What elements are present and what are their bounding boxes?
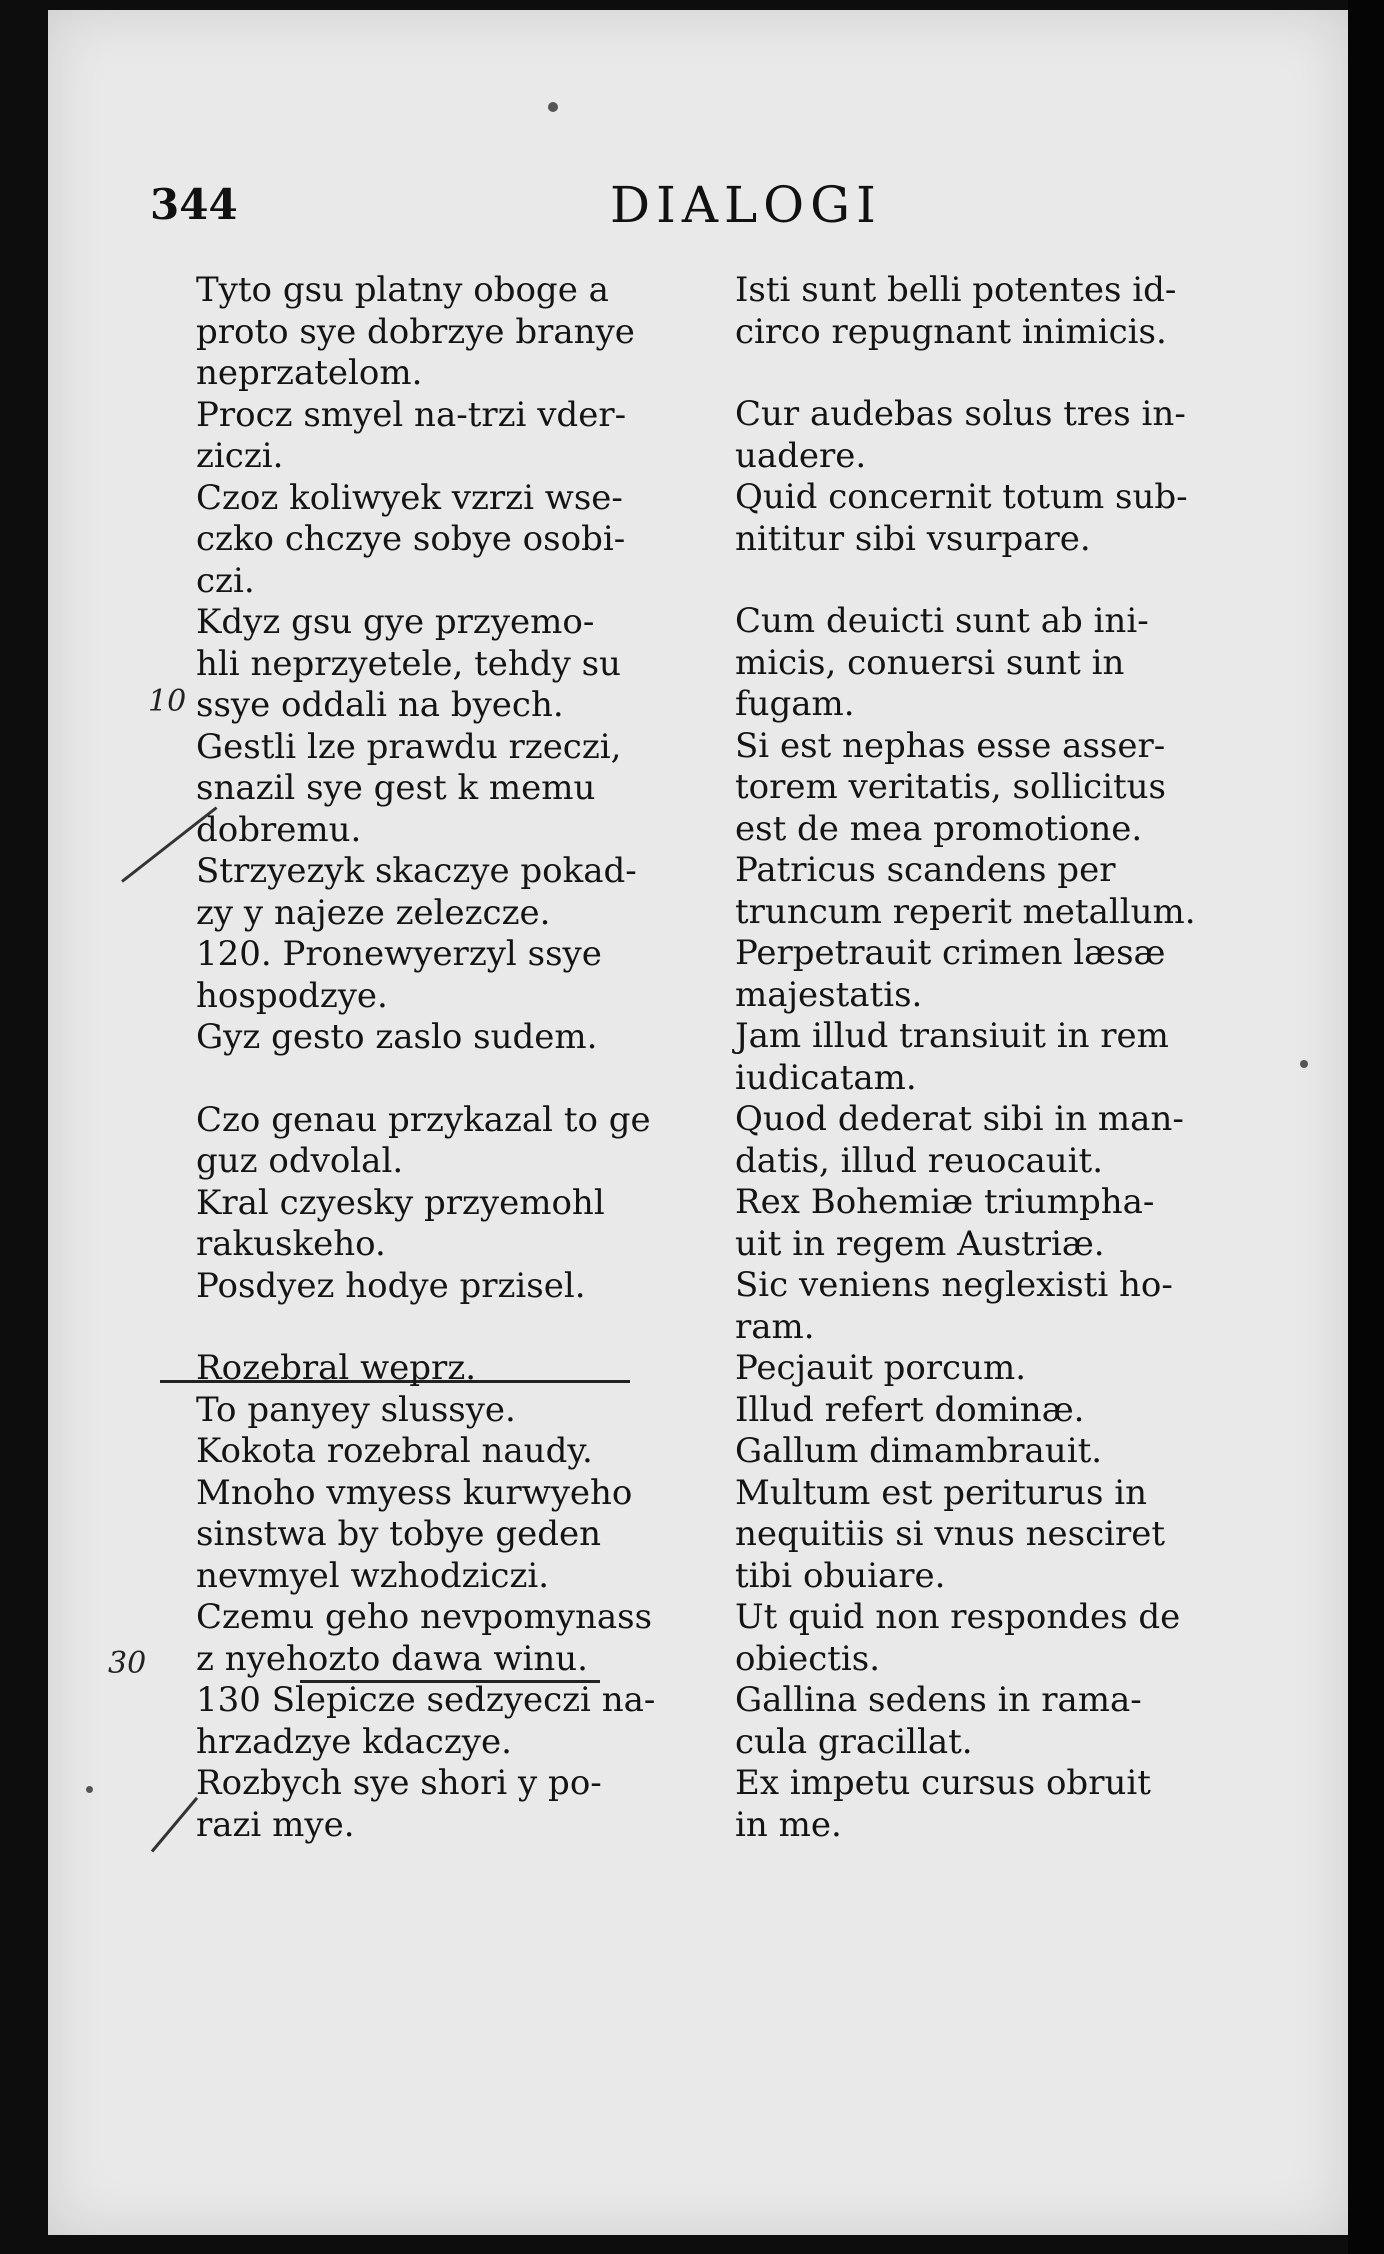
latin-entry: Quid concernit totum sub- nititur sibi vsurpare. xyxy=(735,477,1188,559)
page-header xyxy=(150,168,1250,248)
ink-speck xyxy=(548,102,558,112)
ink-speck xyxy=(1300,1060,1308,1068)
latin-entry: Gallina sedens in rama- cula gracillat. xyxy=(735,1680,1142,1762)
czech-spacer xyxy=(196,1307,706,1348)
czech-entry: To panyey slussye. xyxy=(196,1389,516,1430)
czech-entry: Kdyz gsu gye przyemo- hli neprzyetele, tehdy su ssye oddali na byech. xyxy=(196,602,621,725)
czech-column xyxy=(196,270,706,1846)
czech-entry: 120. Pronewyerzyl ssye hospodzye. xyxy=(196,934,602,1016)
latin-entry: Rex Bohemiæ triumpha- uit in regem Austriæ. xyxy=(735,1182,1155,1264)
margin-note-10: 10 xyxy=(148,684,187,719)
czech-entry: Rozbych sye shori y po- razi mye. xyxy=(196,1763,602,1845)
latin-entry: Ex impetu cursus obruit in me. xyxy=(735,1763,1151,1845)
latin-entry: Sic veniens neglexisti ho- ram. xyxy=(735,1265,1173,1347)
latin-entry: Cum deuicti sunt ab ini- micis, conuersi sunt in fugam. xyxy=(735,601,1149,724)
latin-entry: Ut quid non respondes de obiectis. xyxy=(735,1597,1181,1679)
margin-note-30: 30 xyxy=(108,1646,147,1681)
latin-spacer xyxy=(735,560,1255,601)
czech-entry: 130 Slepicze sedzyeczi na- hrzadzye kdaczye. xyxy=(196,1680,656,1762)
czech-entry: Mnoho vmyess kurwyeho sinstwa by tobye geden nevmyel wzhodziczi. xyxy=(196,1472,633,1596)
czech-entry: Procz smyel na-trzi vder- ziczi. xyxy=(196,394,627,476)
running-title: DIALOGI xyxy=(610,176,882,234)
czech-entry: Gyz gesto zaslo sudem. xyxy=(196,1017,598,1057)
czech-entry: Czoz koliwyek vzrzi wse- czko chczye sobye osobi- czi. xyxy=(196,477,626,601)
latin-entry: Perpetrauit crimen læsæ majestatis. xyxy=(735,933,1166,1015)
czech-entry: Kral czyesky przyemohl rakuskeho. xyxy=(196,1182,605,1264)
book-spine-edge xyxy=(1348,0,1384,2254)
latin-column xyxy=(735,270,1255,1846)
latin-entry: Multum est periturus in nequitiis si vnus nesciret tibi obuiare. xyxy=(735,1472,1166,1596)
latin-entry: Isti sunt belli potentes id- circo repugnant inimicis. xyxy=(735,270,1177,352)
latin-entry: Illud refert dominæ. xyxy=(735,1389,1085,1430)
latin-spacer xyxy=(735,353,1255,394)
latin-entry: Si est nephas esse asser- torem veritatis, sollicitus est de mea promotione. xyxy=(735,725,1167,849)
czech-entry: Strzyezyk skaczye pokad- zy y najeze zelezcze. xyxy=(196,851,637,933)
czech-entry: Czo genau przykazal to ge guz odvolal. xyxy=(196,1099,651,1181)
czech-entry: Rozebral weprz. xyxy=(196,1348,477,1388)
czech-entry: Posdyez hodye przisel. xyxy=(196,1265,586,1306)
czech-entry: Kokota rozebral naudy. xyxy=(196,1431,593,1471)
latin-entry: Jam illud transiuit in rem iudicatam. xyxy=(735,1016,1169,1098)
czech-entry: Gestli lze prawdu rzeczi, snazil sye gest k memu dobremu. xyxy=(196,726,622,850)
latin-entry: Pecjauit porcum. xyxy=(735,1348,1027,1388)
page-number: 344 xyxy=(150,180,238,229)
czech-spacer xyxy=(196,1059,706,1100)
czech-entry: Czemu geho nevpomynass z nyehozto dawa winu. xyxy=(196,1597,653,1679)
latin-entry: Quod dederat sibi in man- datis, illud reuocauit. xyxy=(735,1099,1184,1181)
latin-entry: Patricus scandens per truncum reperit metallum. xyxy=(735,850,1196,932)
latin-entry: Cur audebas solus tres in- uadere. xyxy=(735,394,1186,476)
latin-entry: Gallum dimambrauit. xyxy=(735,1431,1103,1471)
ink-speck xyxy=(86,1786,93,1793)
czech-entry: Tyto gsu platny oboge a proto sye dobrzye branye neprzatelom. xyxy=(196,270,635,393)
